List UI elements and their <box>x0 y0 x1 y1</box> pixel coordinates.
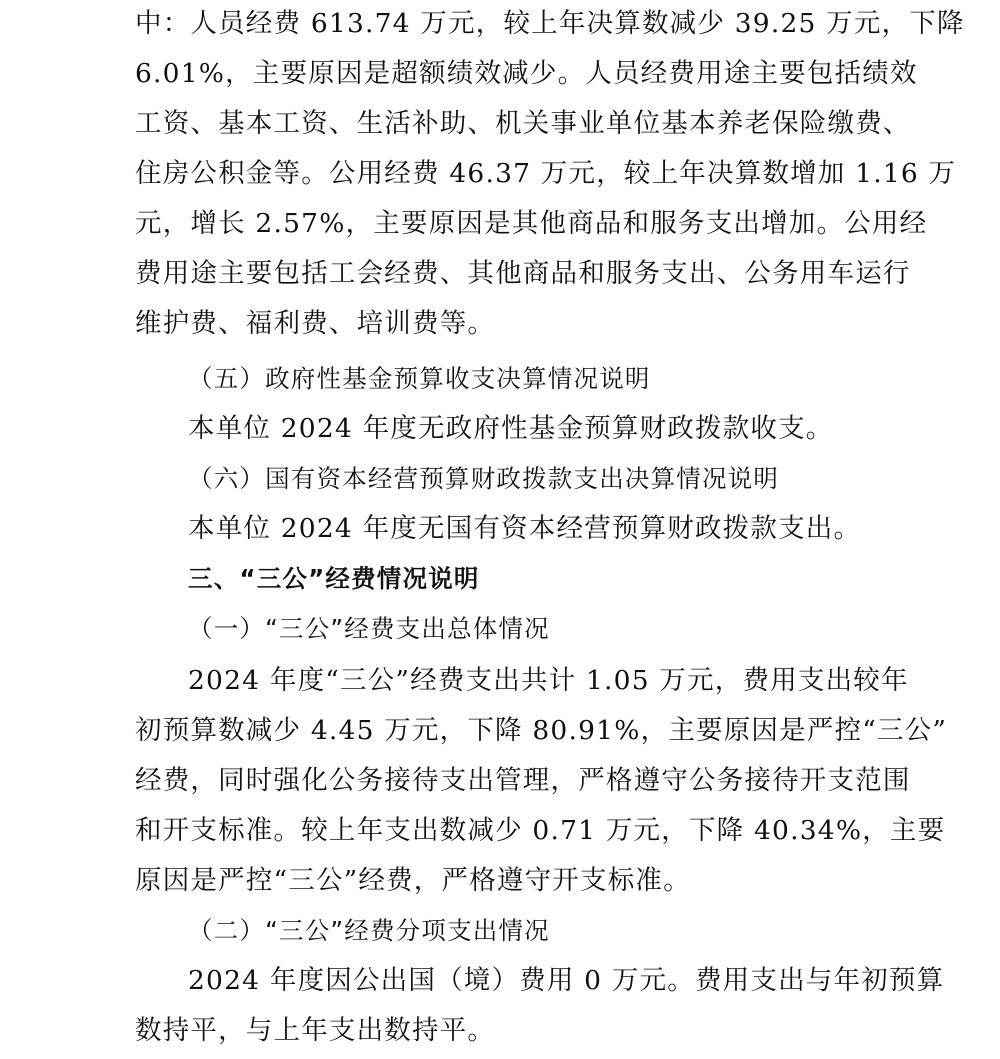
paragraph-line: 本单位 2024 年度无国有资本经营预算财政拨款支出。 <box>188 513 862 544</box>
paragraph-line: 2024 年度“三公”经费支出共计 1.05 万元，费用支出较年 <box>188 665 909 696</box>
paragraph-line: 初预算数减少 4.45 万元，下降 80.91%，主要原因是严控“三公” <box>135 715 948 746</box>
paragraph-line: 原因是严控“三公”经费，严格遵守开支标准。 <box>135 865 691 896</box>
paragraph-line: 工资、基本工资、生活补助、机关事业单位基本养老保险缴费、 <box>135 108 911 139</box>
paragraph-line: 住房公积金等。公用经费 46.37 万元，较上年决算数增加 1.16 万 <box>135 158 957 189</box>
paragraph-line: 数持平，与上年支出数持平。 <box>135 1015 496 1046</box>
paragraph-line: 2024 年度因公出国（境）费用 0 万元。费用支出与年初预算 <box>188 965 945 996</box>
section-heading-5: （五）政府性基金预算收支决算情况说明 <box>188 364 651 393</box>
paragraph-line: 6.01%，主要原因是超额绩效减少。人员经费用途主要包括绩效 <box>135 58 918 89</box>
section-heading-6: （六）国有资本经营预算财政拨款支出决算情况说明 <box>188 464 780 493</box>
chapter-heading-3: 三、“三公”经费情况说明 <box>188 564 480 593</box>
section-heading-1: （一）“三公”经费支出总体情况 <box>188 614 550 643</box>
paragraph-line: 本单位 2024 年度无政府性基金预算财政拨款收支。 <box>188 413 834 444</box>
paragraph-line: 经费，同时强化公务接待支出管理，严格遵守公务接待开支范围 <box>135 765 911 796</box>
paragraph-line: 费用途主要包括工会经费、其他商品和服务支出、公务用车运行 <box>135 258 911 289</box>
section-heading-2: （二）“三公”经费分项支出情况 <box>188 916 550 945</box>
paragraph-line: 元，增长 2.57%，主要原因是其他商品和服务支出增加。公用经 <box>135 208 928 239</box>
paragraph-line: 中：人员经费 613.74 万元，较上年决算数减少 39.25 万元，下降 <box>135 8 965 39</box>
paragraph-line: 维护费、福利费、培训费等。 <box>135 308 496 339</box>
paragraph-line: 和开支标准。较上年支出数减少 0.71 万元，下降 40.34%，主要 <box>135 815 946 846</box>
